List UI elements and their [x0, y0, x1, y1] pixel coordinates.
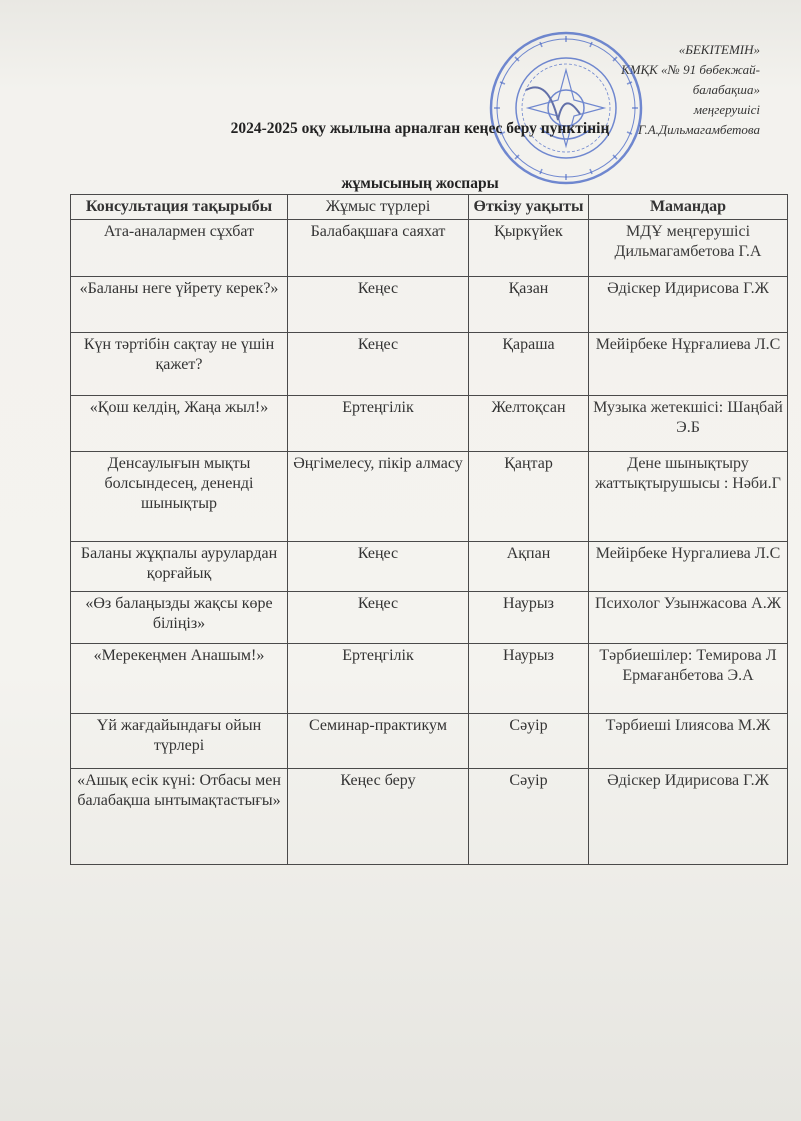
cell-work-type: Семинар-практикум — [288, 714, 469, 769]
table-row — [71, 644, 788, 714]
cell-time: Желтоқсан — [469, 396, 589, 452]
approval-line-2: КМҚК «№ 91 бөбекжай-балабақша» — [621, 62, 760, 97]
table-row — [71, 714, 788, 769]
approval-line-1: «БЕКІТЕМІН» — [678, 42, 760, 57]
cell-specialist: Әдіскер Идирисова Г.Ж — [589, 769, 788, 865]
cell-topic: «Ашық есік күні: Отбасы мен балабақша ынтымақтастығы» — [71, 769, 288, 865]
header-topic: Консультация тақырыбы — [71, 195, 288, 220]
cell-work-type: Кеңес — [288, 333, 469, 396]
cell-work-type: Кеңес — [288, 277, 469, 333]
cell-topic: «Өз балаңызды жақсы көре біліңіз» — [71, 592, 288, 644]
cell-topic: Күн тәртібін сақтау не үшін қажет? — [71, 333, 288, 396]
cell-work-type: Кеңес — [288, 542, 469, 592]
approval-line-3: меңгерушісі — [693, 102, 760, 117]
table-row — [71, 769, 788, 865]
table-row — [71, 396, 788, 452]
document-title-line-1: 2024-2025 оқу жылына арналған кеңес беру пунктінің — [230, 120, 610, 137]
consultation-plan-table — [70, 194, 788, 865]
cell-specialist: МДҰ меңгерушісі Дильмагамбетова Г.А — [589, 220, 788, 277]
cell-specialist: Тәрбиешілер: Темирова Л Ермағанбетова Э.А — [589, 644, 788, 714]
cell-topic: «Баланы неге үйрету керек?» — [71, 277, 288, 333]
table-row — [71, 333, 788, 396]
document-title-line-2: жұмысының жоспары — [341, 175, 499, 192]
cell-specialist: Тәрбиеші Ілиясова М.Ж — [589, 714, 788, 769]
cell-time: Наурыз — [469, 644, 589, 714]
cell-topic: «Қош келдің, Жаңа жыл!» — [71, 396, 288, 452]
cell-topic: Денсаулығын мықты болсындесең, дененді шынықтыр — [71, 452, 288, 542]
cell-work-type: Ертеңгілік — [288, 644, 469, 714]
table-row — [71, 592, 788, 644]
cell-specialist: Мейірбеке Нургалиева Л.С — [589, 542, 788, 592]
cell-specialist: Музыка жетекшісі: Шаңбай Э.Б — [589, 396, 788, 452]
cell-specialist: Дене шынықтыру жаттықтырушысы : Нәби.Г — [589, 452, 788, 542]
round-seal-stamp — [488, 30, 644, 186]
table-row — [71, 452, 788, 542]
cell-topic: Үй жағдайындағы ойын түрлері — [71, 714, 288, 769]
cell-time: Қаңтар — [469, 452, 589, 542]
table-row — [71, 277, 788, 333]
cell-work-type: Әңгімелесу, пікір алмасу — [288, 452, 469, 542]
cell-specialist: Мейірбеке Нұрғалиева Л.С — [589, 333, 788, 396]
header-specialists: Мамандар — [589, 195, 788, 220]
cell-specialist: Психолог Узынжасова А.Ж — [589, 592, 788, 644]
cell-time: Сәуір — [469, 714, 589, 769]
cell-work-type: Балабақшаға саяхат — [288, 220, 469, 277]
cell-topic: Баланы жұқпалы аурулардан қорғайық — [71, 542, 288, 592]
cell-time: Қазан — [469, 277, 589, 333]
cell-time: Қараша — [469, 333, 589, 396]
approval-line-4: Г.А.Дильмагамбетова — [638, 122, 760, 137]
table-row — [71, 542, 788, 592]
cell-work-type: Кеңес — [288, 592, 469, 644]
cell-time: Наурыз — [469, 592, 589, 644]
cell-time: Ақпан — [469, 542, 589, 592]
header-time: Өткізу уақыты — [469, 195, 589, 220]
cell-topic: Ата-аналармен сұхбат — [71, 220, 288, 277]
header-work-type: Жұмыс түрлері — [288, 195, 469, 220]
cell-work-type: Кеңес беру — [288, 769, 469, 865]
cell-time: Қыркүйек — [469, 220, 589, 277]
cell-specialist: Әдіскер Идирисова Г.Ж — [589, 277, 788, 333]
cell-topic: «Мерекеңмен Анашым!» — [71, 644, 288, 714]
table-row — [71, 220, 788, 277]
cell-time: Сәуір — [469, 769, 589, 865]
table-header-row — [71, 195, 788, 220]
cell-work-type: Ертеңгілік — [288, 396, 469, 452]
